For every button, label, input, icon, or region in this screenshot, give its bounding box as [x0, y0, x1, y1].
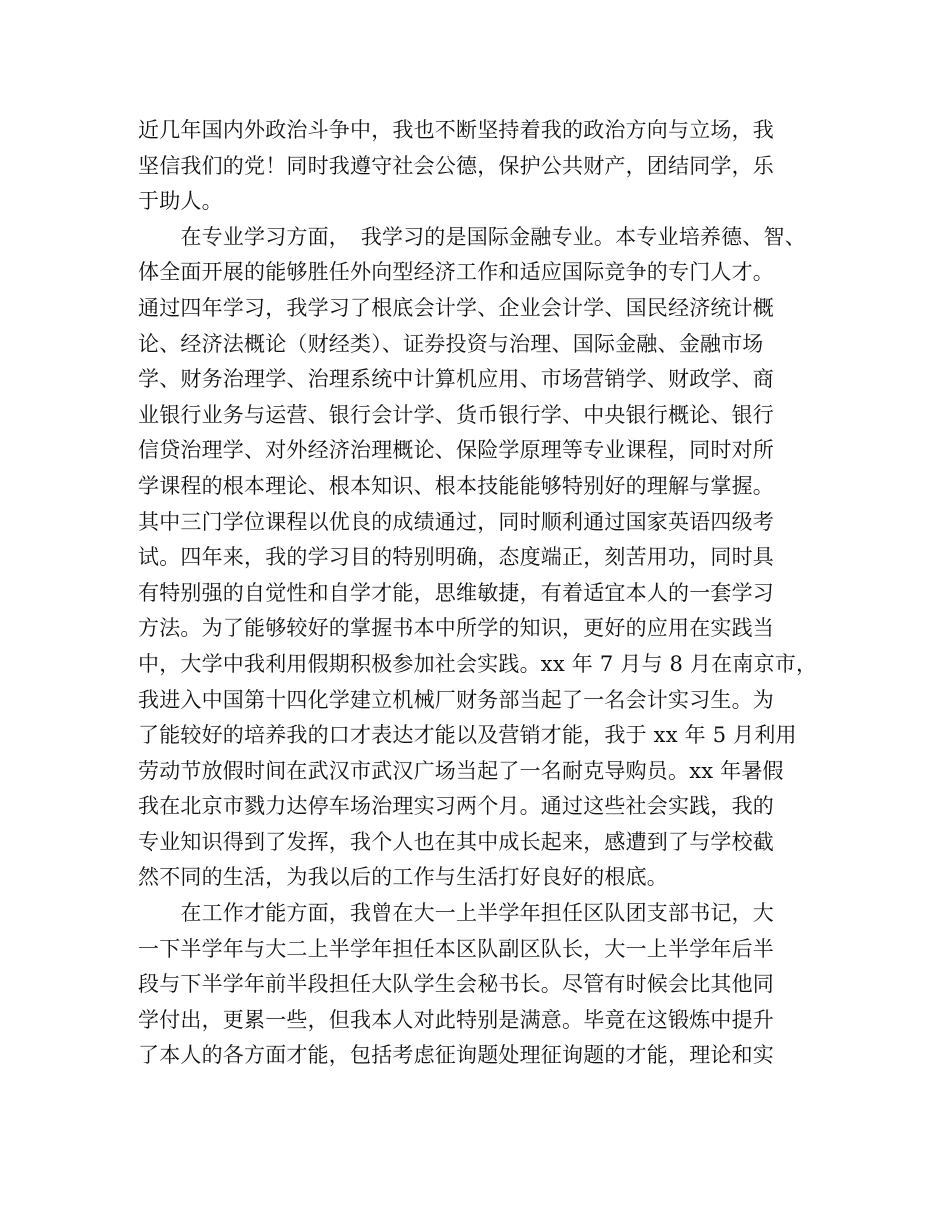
text-line: 有特别强的自觉性和自学才能，思维敏捷，有着适宜本人的一套学习 — [138, 580, 774, 605]
text-line: 在工作才能方面，我曾在大一上半学年担任区队团支部书记，大 — [138, 901, 774, 926]
text-line: 坚信我们的党！同时我遵守社会公德，保护公共财产，团结同学，乐 — [138, 153, 774, 178]
text-line: 劳动节放假时间在武汉市武汉广场当起了一名耐克导购员。xx 年暑假 — [138, 758, 784, 783]
text-line: 于助人。 — [138, 189, 223, 214]
text-line: 信贷治理学、对外经济治理概论、保险学原理等专业课程，同时对所 — [138, 438, 774, 463]
text-line: 方法。为了能够较好的掌握书本中所学的知识，更好的应用在实践当 — [138, 616, 774, 641]
body-text — [138, 113, 828, 1074]
text-line: 体全面开展的能够胜任外向型经济工作和适应国际竞争的专门人才。 — [138, 260, 774, 285]
text-line: 试。四年来，我的学习目的特别明确，态度端正，刻苦用功，同时具 — [138, 545, 774, 570]
text-line: 中，大学中我利用假期积极参加社会实践。xx 年 7 月与 8 月在南京市， — [138, 651, 818, 676]
text-line: 专业知识得到了发挥，我个人也在其中成长起来，感遭到了与学校截 — [138, 829, 774, 854]
text-line: 我进入中国第十四化学建立机械厂财务部当起了一名会计实习生。为 — [138, 687, 774, 712]
text-line: 了本人的各方面才能，包括考虑征询题处理征询题的才能，理论和实 — [138, 1043, 774, 1068]
text-line: 学付出，更累一些，但我本人对此特别是满意。毕竟在这锻炼中提升 — [138, 1007, 774, 1032]
text-line: 学、财务治理学、治理系统中计算机应用、市场营销学、财政学、商 — [138, 367, 774, 392]
text-line: 我在北京市戮力达停车场治理实习两个月。通过这些社会实践，我的 — [138, 794, 774, 819]
text-line: 在专业学习方面， 我学习的是国际金融专业。本专业培养德、智、 — [138, 224, 806, 249]
text-line: 一下半学年与大二上半学年担任本区队副区队长，大一上半学年后半 — [138, 936, 774, 961]
text-line: 业银行业务与运营、银行会计学、货币银行学、中央银行概论、银行 — [138, 402, 774, 427]
text-line: 通过四年学习，我学习了根底会计学、企业会计学、国民经济统计概 — [138, 295, 774, 320]
text-line: 了能较好的培养我的口才表达才能以及营销才能，我于 xx 年 5 月利用 — [138, 723, 797, 748]
text-line: 段与下半学年前半段担任大队学生会秘书长。尽管有时候会比其他同 — [138, 972, 774, 997]
text-line: 然不同的生活，为我以后的工作与生活打好良好的根底。 — [138, 865, 668, 890]
text-line: 学课程的根本理论、根本知识、根本技能能够特别好的理解与掌握。 — [138, 473, 774, 498]
text-line: 近几年国内外政治斗争中，我也不断坚持着我的政治方向与立场，我 — [138, 118, 774, 142]
text-line: 其中三门学位课程以优良的成绩通过，同时顺利通过国家英语四级考 — [138, 509, 774, 534]
text-line: 论、经济法概论（财经类）、证券投资与治理、国际金融、金融市场 — [138, 331, 764, 356]
